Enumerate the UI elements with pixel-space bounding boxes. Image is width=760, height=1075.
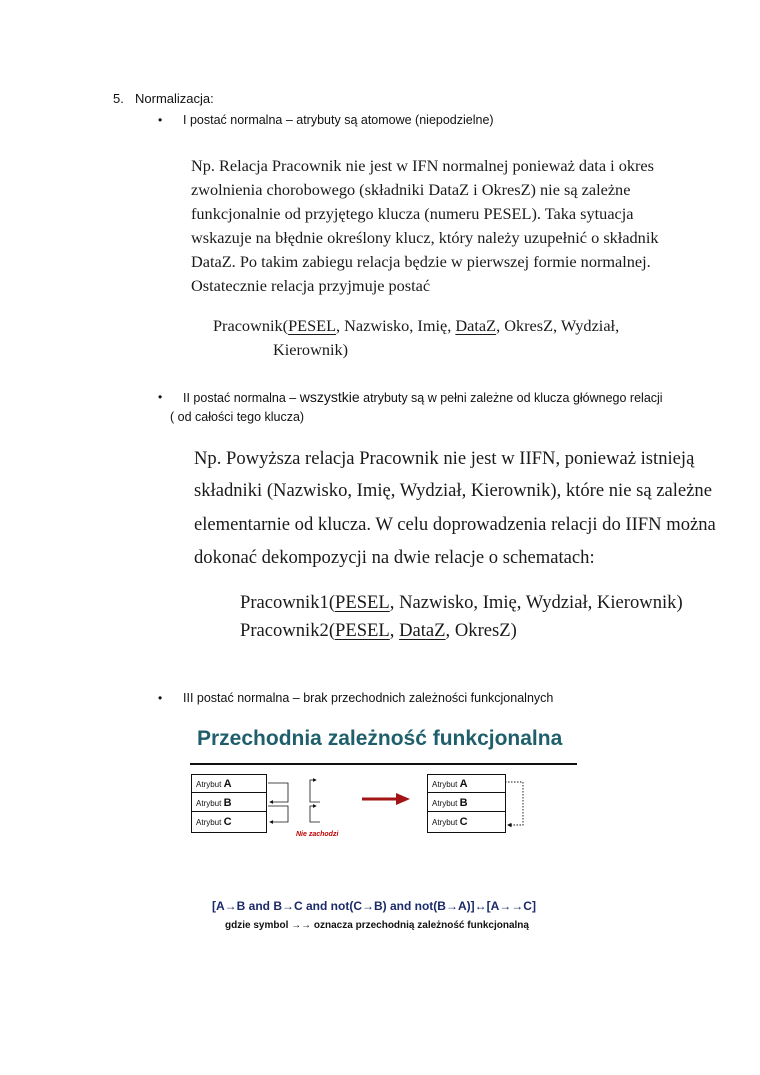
transitive-dependency-arrow [504, 775, 530, 831]
bullet-2nf-text [183, 388, 663, 408]
arrow-a-to-b [268, 783, 288, 802]
schema1-key: PESEL [335, 592, 390, 613]
section-title: Normalizacja: [135, 91, 214, 106]
arrow-c-to-b-not [310, 806, 320, 822]
attr-label: Atrybut [196, 780, 222, 789]
section-heading [113, 91, 214, 106]
attr-letter: A [223, 778, 232, 790]
bullet-2nf-line2: ( od całości tego klucza) [170, 410, 305, 424]
bullet-3nf [158, 689, 718, 709]
attr-label: Atrybut [196, 818, 222, 827]
schema2-sep: , [389, 620, 400, 641]
scan2-line-4: dokonać dekompozycji na dwie relacje o schematach: [194, 547, 595, 568]
bullet-2nf [158, 388, 718, 428]
scan-2nf-example [194, 448, 716, 658]
arrow-b-to-c [268, 806, 288, 822]
right-attribute-table [427, 774, 506, 833]
bullet-2nf-part2: atrybuty są w pełni zależne od klucza głównego relacji [359, 391, 663, 405]
schema2-prefix: Pracownik2( [240, 620, 336, 641]
right-attr-a [428, 775, 505, 793]
scan2-schema-2 [240, 620, 517, 642]
bullet-1nf [158, 111, 718, 131]
diagram-title-rule [190, 763, 577, 765]
scan1-line-6: Ostatecznie relacja przyjmuje postać [191, 276, 431, 295]
left-attr-c [192, 813, 266, 831]
bullet-2nf-emph: wszystkie [299, 389, 360, 405]
scan1-line-3: funkcjonalnie od przyjętego klucza (numeru PESEL). Taka sytuacja [191, 204, 634, 223]
schema-key-pesel: PESEL [288, 316, 337, 335]
attr-label: Atrybut [196, 799, 222, 808]
bullet-1nf-text: I postać normalna – atrybuty są atomowe (niepodzielne) [183, 113, 494, 127]
attr-label: Atrybut [432, 799, 458, 808]
right-attr-c [428, 813, 505, 831]
schema2-rest: , OkresZ) [445, 620, 517, 641]
bullet-dot: • [158, 113, 163, 127]
scan2-line-1: Np. Powyższa relacja Pracownik nie jest w IIFN, ponieważ istnieją [194, 448, 695, 469]
transformation-arrow-icon [360, 790, 412, 808]
formula-note: gdzie symbol →→ oznacza przechodnią zależność funkcjonalną [225, 920, 529, 931]
schema2-key-pesel: PESEL [335, 620, 390, 641]
bullet-dot: • [158, 691, 163, 705]
attr-letter: B [459, 797, 468, 809]
attr-label: Atrybut [432, 780, 458, 789]
schema-key-dataz: DataZ [455, 316, 497, 335]
attr-letter: B [223, 797, 232, 809]
scan2-line-3: elementarnie od klucza. W celu doprowadzenia relacji do IIFN można [194, 514, 716, 535]
attr-label: Atrybut [432, 818, 458, 827]
transitive-formula: [A→B and B→C and not(C→B) and not(B→A)]↔[A→→C] [212, 899, 536, 913]
scan2-schema-1 [240, 592, 683, 614]
not-holds-label: Nie zachodzi [296, 831, 339, 838]
bullet-2nf-part1: II postać normalna – [183, 391, 300, 405]
left-attribute-table [191, 774, 267, 833]
scan1-line-4: wskazuje na błędnie określony klucz, który należy uzupełnić o składnik [191, 228, 659, 247]
left-attr-b [192, 794, 266, 812]
attr-letter: A [459, 778, 468, 790]
schema1-rest: , Nazwisko, Imię, Wydział, Kierownik) [389, 592, 683, 613]
left-dependency-arrows [266, 770, 336, 830]
scan-1nf-example [191, 156, 659, 366]
scan1-line-1: Np. Relacja Pracownik nie jest w IFN normalnej ponieważ data i okres [191, 156, 654, 175]
attr-letter: C [223, 816, 232, 828]
right-attr-b [428, 794, 505, 812]
schema2-key-dataz: DataZ [399, 620, 446, 641]
bullet-dot: • [158, 390, 163, 404]
scan1-line-2: zwolnienia chorobowego (składniki DataZ i OkresZ) nie są zależne [191, 180, 631, 199]
bullet-3nf-text: III postać normalna – brak przechodnich zależności funkcjonalnych [183, 691, 554, 705]
schema-rest: , OkresZ, Wydział, [496, 316, 620, 335]
schema-prefix: Pracownik( [213, 316, 289, 335]
schema-sep: , Nazwisko, Imię, [336, 316, 456, 335]
schema1-prefix: Pracownik1( [240, 592, 336, 613]
section-number: 5. [113, 91, 124, 106]
scan1-schema-line2: Kierownik) [273, 340, 349, 359]
scan1-schema [213, 316, 619, 336]
diagram-title: Przechodnia zależność funkcjonalna [197, 727, 563, 750]
attr-letter: C [459, 816, 468, 828]
arrow-b-to-a-not [310, 780, 320, 802]
scan1-line-5: DataZ. Po takim zabiegu relacja będzie w pierwszej formie normalnej. [191, 252, 651, 271]
scan2-line-2: składniki (Nazwisko, Imię, Wydział, Kierownik), które nie są zależne [194, 480, 712, 501]
left-attr-a [192, 775, 266, 793]
